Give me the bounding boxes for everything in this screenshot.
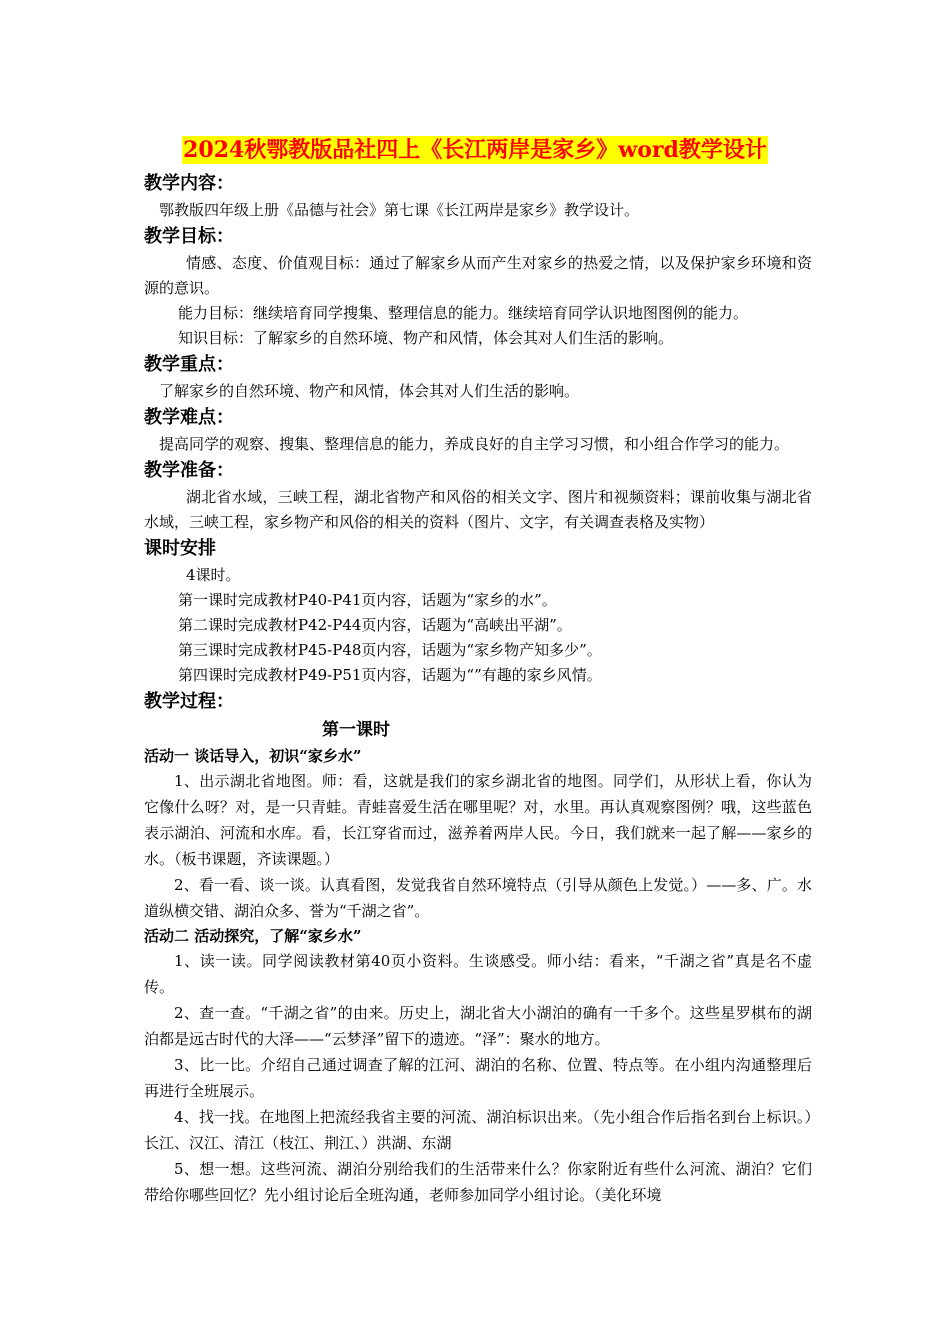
heading-goals: 教学目标： bbox=[144, 226, 234, 247]
activity-1-step-1: 1、出示湖北省地图。师：看，这就是我们的家乡湖北省的地图。同学们，从形状上看，你认为它像什么呀？对，是一只青蛙。青蛙喜爱生活在哪里呢？对，水里。再认真观察图例？哦，这些蓝色表示湖泊、河流和水库。看，长江穿省而过，滋养着两岸人民。今日，我们就来一起了解——家乡的水。（板书课题，齐读课题。） bbox=[144, 772, 812, 868]
difficulty-text: 提高同学的观察、搜集、整理信息的能力，养成良好的自主学习习惯，和小组合作学习的能力。 bbox=[159, 435, 790, 453]
goals-emotion: 情感、态度、价值观目标：通过了解家乡从而产生对家乡的热爱之情，以及保护家乡环境和资源的意识。 bbox=[144, 254, 812, 297]
activity-2-step-4: 4、找一找。在地图上把流经我省主要的河流、湖泊标识出来。（先小组合作后指名到台上标识。）长江、汉江、清江（枝江、荆江、）洪湖、东湖 bbox=[144, 1108, 812, 1152]
heading-prep: 教学准备： bbox=[144, 460, 234, 481]
heading-process: 教学过程： bbox=[144, 691, 234, 712]
schedule-lesson-2: 第二课时完成教材P42-P44页内容，话题为“高峡出平湖”。 bbox=[178, 616, 572, 634]
schedule-lesson-1: 第一课时完成教材P40-P41页内容，话题为“家乡的水”。 bbox=[178, 591, 557, 609]
document-body bbox=[144, 170, 812, 1208]
goals-knowledge: 知识目标：了解家乡的自然环境、物产和风情，体会其对人们生活的影响。 bbox=[178, 329, 674, 347]
heading-difficulty: 教学难点： bbox=[144, 407, 234, 428]
activity-1-step-2: 2、看一看、谈一谈。认真看图，发觉我省自然环境特点（引导从颜色上发觉。）——多、广。水道纵横交错、湖泊众多、誉为“千湖之省”。 bbox=[144, 876, 812, 920]
heading-content: 教学内容： bbox=[144, 173, 234, 194]
goals-ability: 能力目标：继续培育同学搜集、整理信息的能力。继续培育同学认识地图图例的能力。 bbox=[178, 304, 749, 322]
activity-2-step-3: 3、比一比。介绍自己通过调查了解的江河、湖泊的名称、位置、特点等。在小组内沟通整理后再进行全班展示。 bbox=[144, 1056, 812, 1100]
schedule-lesson-4: 第四课时完成教材P49-P51页内容，话题为“”有趣的家乡风情。 bbox=[178, 666, 602, 684]
heading-focus: 教学重点： bbox=[144, 354, 234, 375]
activity-2-step-1: 1、读一读。同学阅读教材第40页小资料。生谈感受。师小结：看来，“千湖之省”真是名不虚传。 bbox=[144, 952, 812, 996]
content-text: 鄂教版四年级上册《品德与社会》第七课《长江两岸是家乡》教学设计。 bbox=[159, 201, 640, 219]
document-title: 2024秋鄂教版品社四上《长江两岸是家乡》word教学设计 bbox=[183, 137, 767, 163]
activity-2-step-2: 2、查一查。“千湖之省”的由来。历史上，湖北省大小湖泊的确有一千多个。这些星罗棋布的湖泊都是远古时代的大泽——“云梦泽”留下的遗迹。“泽”：聚水的地方。 bbox=[144, 1004, 812, 1048]
title-container bbox=[0, 136, 950, 164]
activity-2-title: 活动二 活动探究，了解“家乡水” bbox=[144, 927, 362, 945]
schedule-total: 4课时。 bbox=[186, 566, 241, 584]
focus-text: 了解家乡的自然环境、物产和风情，体会其对人们生活的影响。 bbox=[159, 382, 580, 400]
prep-text: 湖北省水域，三峡工程，湖北省物产和风俗的相关文字、图片和视频资料；课前收集与湖北省水域，三峡工程，家乡物产和风俗的相关的资料（图片、文字，有关调查表格及实物） bbox=[144, 488, 812, 531]
heading-schedule: 课时安排 bbox=[144, 538, 216, 559]
activity-1-title: 活动一 谈话导入，初识“家乡水” bbox=[144, 747, 362, 765]
lesson-title: 第一课时 bbox=[322, 720, 390, 740]
schedule-lesson-3: 第三课时完成教材P45-P48页内容，话题为“家乡物产知多少”。 bbox=[178, 641, 602, 659]
activity-2-step-5: 5、想一想。这些河流、湖泊分别给我们的生活带来什么？你家附近有些什么河流、湖泊？它们带给你哪些回忆？先小组讨论后全班沟通，老师参加同学小组讨论。（美化环境 bbox=[144, 1160, 812, 1204]
